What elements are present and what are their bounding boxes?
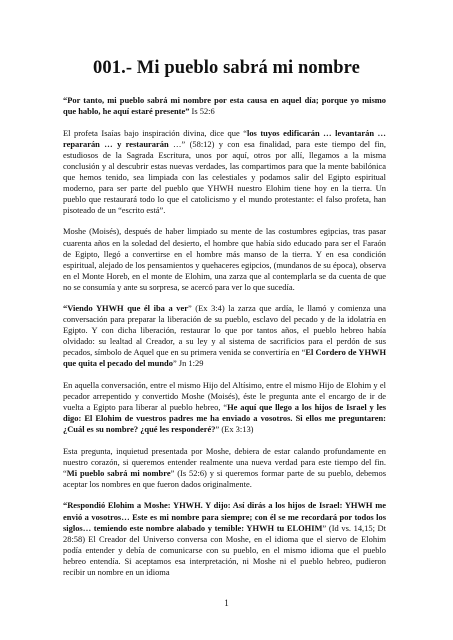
paragraph <box>63 95 386 117</box>
page-number: 1 <box>224 598 229 608</box>
paragraph <box>63 500 386 577</box>
text-run: ” (Ex 3:4) la zarza que ardía, le llamó y comienza una conversación para preparar la liberación de su pueblo, esclavo del pecado y de la idolatría en Egipto. Y con dicha liberación, restaurar lo que por tantos años, el pueblo hebreo había olvidado: su lealtad al Creador, a su ley y al sistema de sacrificios para el perdón de sus pecados, símbolo de Aquel que en su primera venida se convertiría en “ <box>63 303 387 358</box>
document-body <box>63 95 386 588</box>
bold-text-run: He aquí que llego a los hijos de Israel y les digo: El Elohim de vuestros padres me ha enviado a vosotros. Si ellos me preguntaren: ¿Cuál es su nombre? ¿qué les responderé? <box>63 402 386 435</box>
paragraph <box>63 128 386 216</box>
bold-text-run: “Viendo YHWH que él iba a ver <box>63 303 188 314</box>
text-run: Is 52:6 <box>189 106 215 117</box>
text-run: Esta pregunta, inquietud presentada por Moshe, debiera de estar calando profundamente en nuestro corazón, si queremos entender realmente una nueva verdad para este tiempo del fin. “ <box>63 445 386 478</box>
paragraph <box>63 226 386 292</box>
bold-text-run: “Por tanto, mi pueblo sabrá mi nombre por esta causa en aquel día; porque yo mismo que hablo, he aquí estaré presente” <box>63 95 386 117</box>
text-run: Moshe (Moisés), después de haber limpiado su mente de las costumbres egipcias, tras pasar cuarenta años en la soledad del desierto, el hombre que había sido educado para ser el Faraón de Egipto, llegó a convertirse en el hombre más manso de la tierra. Y en esa condición espiritual, alejado de los pensamientos y quehaceres egipcios, (mundanos de su época), observa en el Monte Horeb, en el monte de Elohim, una zarza que al contemplarla se da cuenta de que no se consumía y ante su sorpresa, se acercó para ver lo que sucedía. <box>63 226 386 292</box>
bold-text-run: Mi pueblo sabrá mi nombre <box>66 467 171 478</box>
page-title: 001.- Mi pueblo sabrá mi nombre <box>93 58 360 78</box>
bold-text-run: “Respondió Elohim a Moshe: YHWH. Y dijo: Así dirás a los hijos de Israel: YHWH me envió a vosotros… Este es mi nombre para siempre; con él se me recordará por todos los siglos… temiendo este nombre alabado y temible: YHWH tu ELOHIM <box>63 500 386 533</box>
text-run: …” (58:12) y con esa finalidad, para este tiempo del fin, estudiosos de la Sagrada Escritura, unos por aquí, otros por allí, llegamos a la misma conclusión y al descubrir estas nuevas verdades, las compartimos para que la mente babilónica que hemos tenido, sea limpiada con las celestiales y podamos salir del Egipto espiritual moderno, para ser parte del pueblo que YHWH nuestro Elohim tiene hoy en la tierra. Un pueblo que restaurará todo lo que el catolicismo y el mundo protestante: el falso profeta, han pisoteado de un “escrito está”. <box>63 138 386 215</box>
text-run: El profeta Isaías bajo inspiración divina, dice que “ <box>63 127 247 138</box>
paragraph <box>63 303 386 369</box>
paragraph <box>63 446 386 490</box>
bold-text-run: los tuyos edificarán … levantarán … repararán … y restaurarán <box>63 127 386 149</box>
text-run: En aquella conversación, entre el mismo Hijo del Altísimo, entre el mismo Hijo de Elohim y el pecador arrepentido y convertido Moshe (Moisés), éste le pregunta ante el encargo de ir de vuelta a Egipto para liberar al pueblo hebreo, “ <box>63 380 386 413</box>
text-run: ” (Id vs. 14,15; Dt 28:58) El Creador del Universo conversa con Moshe, en el idioma que el siervo de Elohim podía entender y debía de comunicarse con su pueblo, en el mismo idioma que el pueblo hebreo entendía. Si aceptamos esa interpretación, ni Moshe ni el pueblo hebreo, pudieron recibir un nombre en un idioma <box>63 522 386 577</box>
bold-text-run: El Cordero de YHWH que quita el pecado del mundo <box>63 347 387 369</box>
text-run: ” Jn 1:29 <box>172 358 204 369</box>
text-run: ” (Ex 3:13) <box>215 424 254 435</box>
paragraph <box>63 380 386 435</box>
text-run: ” (Is 52:6) y si queremos formar parte de su pueblo, debemos aceptar los nombres en que fueron dados originalmente. <box>63 467 386 489</box>
